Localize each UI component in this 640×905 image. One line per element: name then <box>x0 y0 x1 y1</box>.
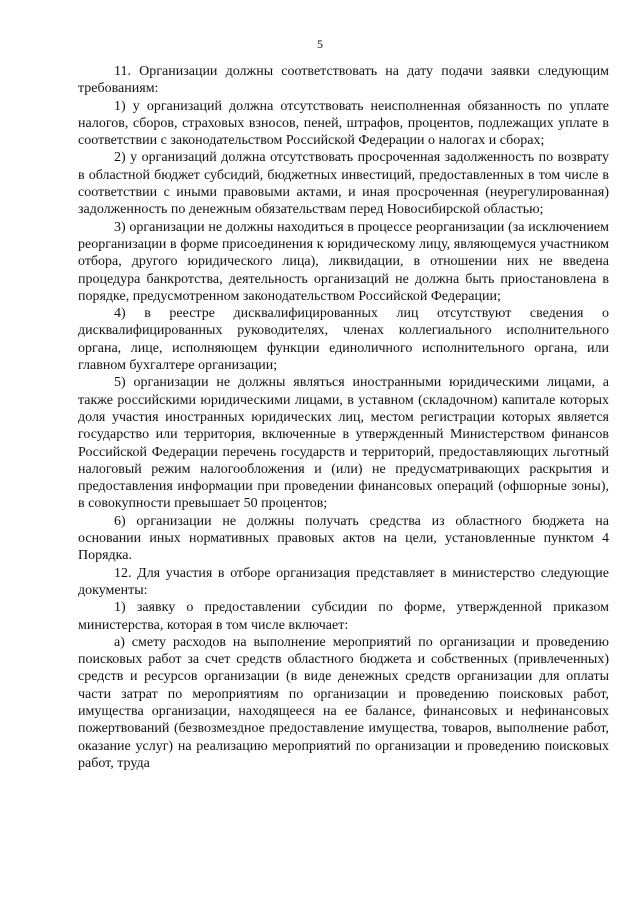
paragraph-11-item-3: 3) организации не должны находиться в процессе реорганизации (за исключением реорганизации в форме присоединения к юридическому лицу, являющемуся участником отбора, другого юридического лица), ликвидации, в отношении них не введена процедура банкротства, деятельность организаций не должна быть приостановлена в порядке, предусмотренном законодательством Российской Федерации; <box>78 219 609 304</box>
paragraph-11-item-2: 2) у организаций должна отсутствовать просроченная задолженность по возврату в областной бюджет субсидий, бюджетных инвестиций, предоставленных в том числе в соответствии с иными правовыми актами, и иная просроченная (неурегулированная) задолженность по денежным обязательствам перед Новосибирской областью; <box>78 150 609 218</box>
paragraph-12-item-1a: а) смету расходов на выполнение мероприятий по организации и проведению поисковых работ за счет средств областного бюджета и собственных (привлеченных) средств и ресурсов организации (в виде денежных средств организации для оплаты части затрат по мероприятиям по организации и проведению поисковых работ, имущества организации, находящееся на ее балансе, финансовых и нефинансовых пожертвований (безвозмездное предоставление имущества, товаров, выполнение работ, оказание услуг) на реализацию мероприятий по организации и проведению поисковых работ, труда <box>78 634 609 771</box>
paragraph-11-item-5: 5) организации не должны являться иностранными юридическими лицами, а также российскими юридическими лицами, в уставном (складочном) капитале которых доля участия иностранных юридических лиц, местом регистрации которых является государство или территория, включенные в утвержденный Министерством финансов Российской Федерации перечень государств и территорий, предоставляющих льготный налоговый режим налогообложения и (или) не предусматривающих раскрытия и предоставления информации при проведении финансовых операций (офшорные зоны), в совокупности превышает 50 процентов; <box>78 375 609 512</box>
page-number: 5 <box>317 37 323 51</box>
paragraph-12-intro: 12. Для участия в отборе организация представляет в министерство следующие документы: <box>78 565 609 598</box>
paragraph-12-item-1: 1) заявку о предоставлении субсидии по форме, утвержденной приказом министерства, которая в том числе включает: <box>78 600 609 633</box>
paragraph-11-item-4: 4) в реестре дисквалифицированных лиц отсутствуют сведения о дисквалифицированных руководителях, членах коллегиального исполнительного органа, лице, исполняющем функции единоличного исполнительного органа, или главном бухгалтере организации; <box>78 306 609 374</box>
paragraph-11-intro: 11. Организации должны соответствовать на дату подачи заявки следующим требованиям: <box>78 64 609 97</box>
paragraph-11-item-1: 1) у организаций должна отсутствовать неисполненная обязанность по уплате налогов, сборов, страховых взносов, пеней, штрафов, процентов, подлежащих уплате в соответствии с законодательством Российской Федерации о налогах и сборах; <box>78 98 609 149</box>
document-body <box>78 63 609 772</box>
paragraph-11-item-6: 6) организации не должны получать средства из областного бюджета на основании иных нормативных правовых актов на цели, установленные пунктом 4 Порядка. <box>78 513 609 564</box>
